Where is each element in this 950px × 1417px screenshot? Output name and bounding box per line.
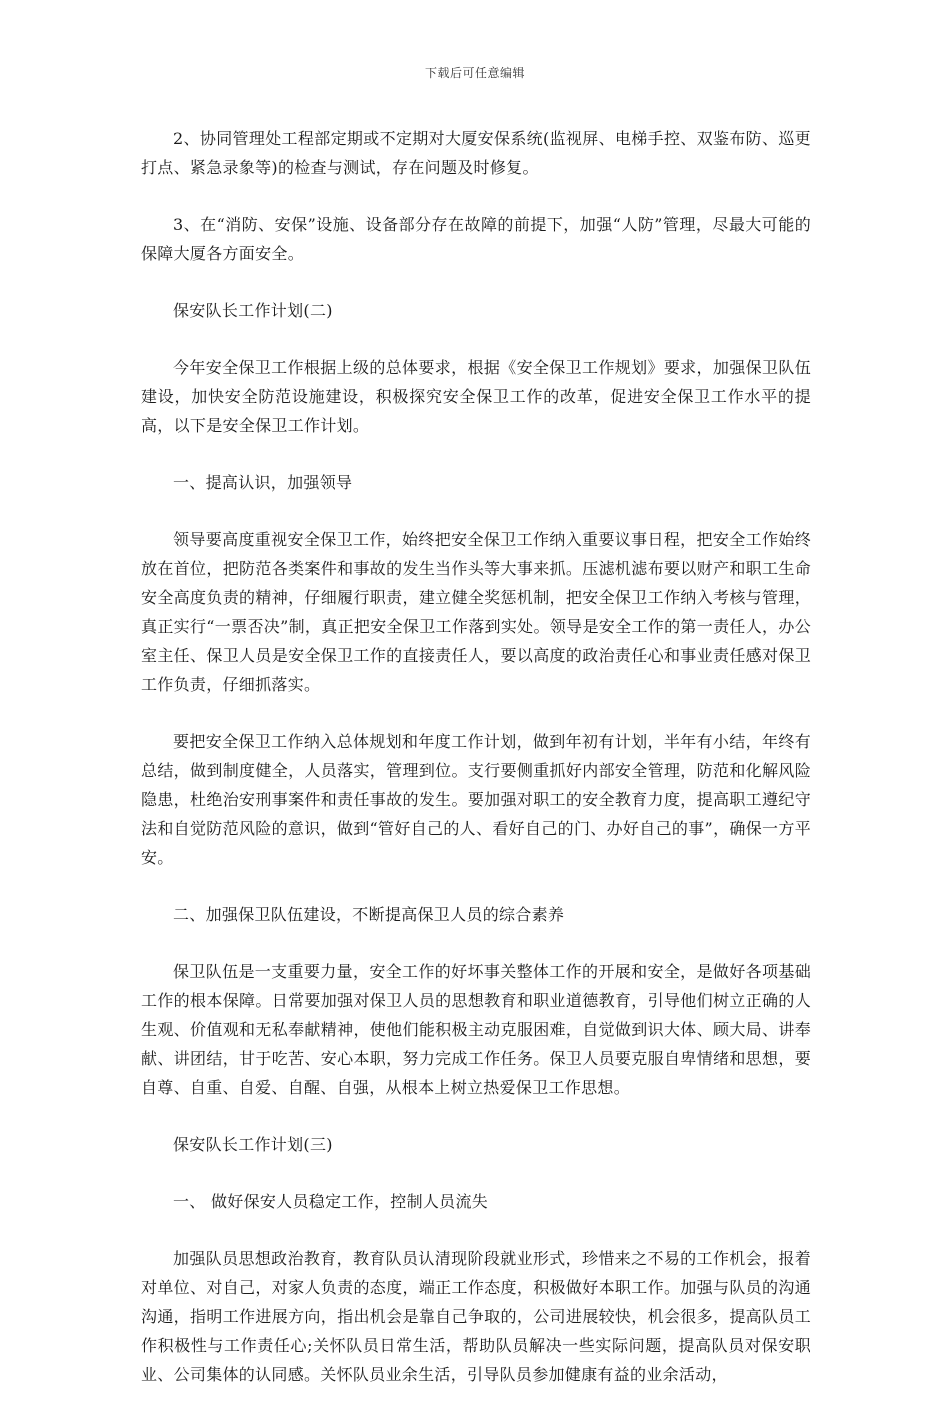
section-title: 保安队长工作计划(二) <box>173 301 333 320</box>
paragraph: 2、协同管理处工程部定期或不定期对大厦安保系统(监视屏、电梯手控、双鉴布防、巡更打点、紧急录象等)的检查与测试，存在问题及时修复。 <box>141 129 811 177</box>
paragraph: 今年安全保卫工作根据上级的总体要求，根据《安全保卫工作规划》要求，加强保卫队伍建设，加快安全防范设施建设，积极探究安全保卫工作的改革，促进安全保卫工作水平的提高，以下是安全保卫工作计划。 <box>141 358 811 435</box>
paragraph: 保卫队伍是一支重要力量，安全工作的好坏事关整体工作的开展和安全，是做好各项基础工作的根本保障。日常要加强对保卫人员的思想教育和职业道德教育，引导他们树立正确的人生观、价值观和无私奉献精神，使他们能积极主动克服困难，自觉做到识大体、顾大局、讲奉献、讲团结，甘于吃苦、安心本职，努力完成工作任务。保卫人员要克服自卑情绪和思想，要自尊、自重、自爱、自醒、自强，从根本上树立热爱保卫工作思想。 <box>141 962 811 1097</box>
document-body <box>141 124 811 1417</box>
section-heading: 一、提高认识，加强领导 <box>173 473 353 492</box>
section-heading: 二、加强保卫队伍建设，不断提高保卫人员的综合素养 <box>173 905 565 924</box>
section-heading: 一、 做好保安人员稳定工作，控制人员流失 <box>173 1192 489 1211</box>
paragraph: 领导要高度重视安全保卫工作，始终把安全保卫工作纳入重要议事日程，把安全工作始终放在首位，把防范各类案件和事故的发生当作头等大事来抓。压滤机滤布要以财产和职工生命安全高度负责的精神，仔细履行职责，建立健全奖惩机制，把安全保卫工作纳入考核与管理，真正实行“一票否决”制，真正把安全保卫工作落到实处。领导是安全工作的第一责任人，办公室主任、保卫人员是安全保卫工作的直接责任人，要以高度的政治责任心和事业责任感对保卫工作负责，仔细抓落实。 <box>141 530 811 694</box>
page-header: 下载后可任意编辑 <box>424 66 525 80</box>
paragraph: 加强队员思想政治教育，教育队员认清现阶段就业形式，珍惜来之不易的工作机会，报着对单位、对自己，对家人负责的态度，端正工作态度，积极做好本职工作。加强与队员的沟通沟通，指明工作进展方向，指出机会是靠自己争取的，公司进展较快，机会很多，提高队员工作积极性与工作责任心;关怀队员日常生活，帮助队员解决一些实际问题，提高队员对保安职业、公司集体的认同感。关怀队员业余生活，引导队员参加健康有益的业余活动， <box>141 1249 811 1384</box>
section-title: 保安队长工作计划(三) <box>173 1135 333 1154</box>
paragraph: 要把安全保卫工作纳入总体规划和年度工作计划，做到年初有计划，半年有小结，年终有总结，做到制度健全，人员落实，管理到位。支行要侧重抓好内部安全管理，防范和化解风险隐患，杜绝治安刑事案件和责任事故的发生。要加强对职工的安全教育力度，提高职工遵纪守法和自觉防范风险的意识，做到“管好自己的人、看好自己的门、办好自己的事”，确保一方平安。 <box>141 732 811 867</box>
paragraph: 3、在“消防、安保”设施、设备部分存在故障的前提下，加强“人防”管理，尽最大可能的保障大厦各方面安全。 <box>141 215 811 263</box>
